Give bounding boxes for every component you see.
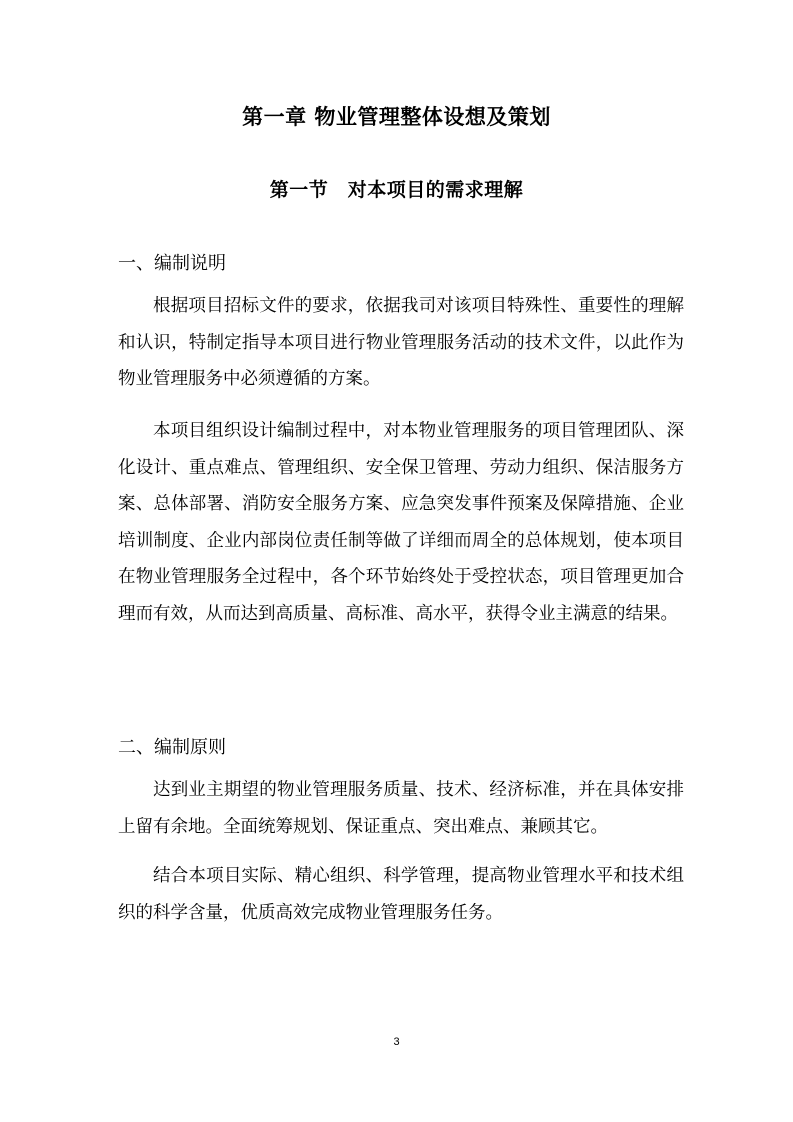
page-number: 3 [393,1036,400,1048]
paragraph: 结合本项目实际、精心组织、科学管理，提高物业管理水平和技术组织的科学含量，优质高效完成物业管理服务任务。 [118,866,684,923]
subsection-heading-compilation-principles: 二、编制原则 [118,737,226,758]
paragraph: 本项目组织设计编制过程中，对本物业管理服务的项目管理团队、深化设计、重点难点、管理组织、安全保卫管理、劳动力组织、保洁服务方案、总体部署、消防安全服务方案、应急突发事件预案及保障措施、企业培训制度、企业内部岗位责任制等做了详细而周全的总体规划，使本项目在物业管理服务全过程中，各个环节始终处于受控状态，项目管理更加合理而有效，从而达到高质量、高标准、高水平，获得令业主满意的结果。 [118,421,684,624]
paragraph: 达到业主期望的物业管理服务质量、技术、经济标准，并在具体安排上留有余地。全面统筹规划、保证重点、突出难点、兼顾其它。 [118,780,684,837]
section-title: 第一节 对本项目的需求理解 [269,179,524,201]
chapter-title: 第一章 物业管理整体设想及策划 [242,105,551,129]
subsection-heading-compilation-notes: 一、编制说明 [118,253,226,274]
paragraph: 根据项目招标文件的要求，依据我司对该项目特殊性、重要性的理解和认识，特制定指导本项目进行物业管理服务活动的技术文件，以此作为物业管理服务中必须遵循的方案。 [118,296,684,390]
